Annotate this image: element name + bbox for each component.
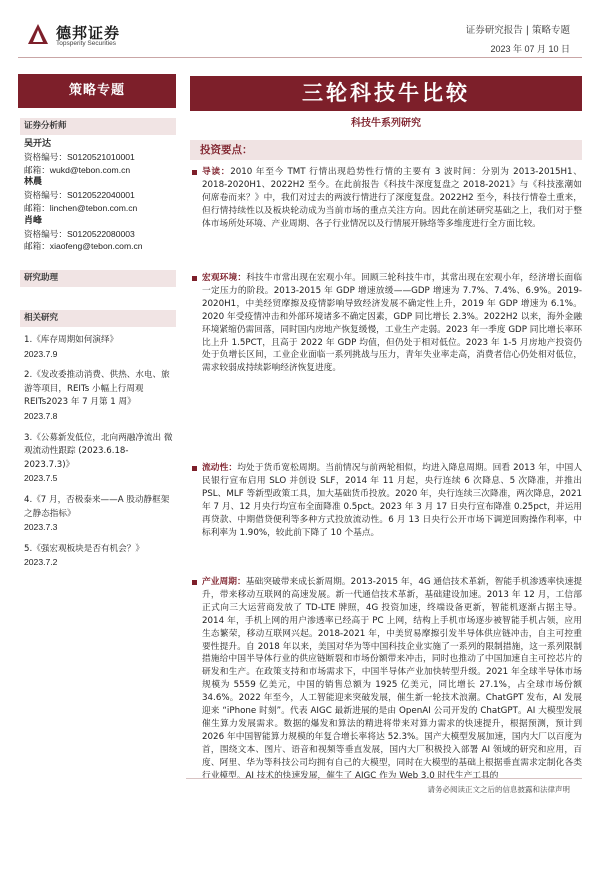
- related-title: 2.《发改委推动消费、供热、水电、旅游等项目，REITs 小幅上行周观 REITs2023 年 7 月第 1 周》: [24, 370, 170, 408]
- bullet-square-icon: [192, 170, 197, 175]
- related-title: 3.《公募新发低位，北向两融净流出 微观流动性跟踪 (2023.6.18-2023.7.3)》: [24, 432, 173, 470]
- analyst-entry: [24, 138, 174, 176]
- footer-divider: [186, 778, 582, 779]
- highlight-body: 均处于货币宽松周期。当前情况与前两轮相似，均进入降息周期。回看 2013 年，中国人民银行宣布启用 SLO 并创设 SLF，2014 年 11 月起，央行连续 6 次降息、5 次降准，并推出 PSL、MLF 等新型政策工具，加大基础货币投放。2020 年，央行连续三次降准，两次降息，2021 年 7 月、12 月央行均宣布全面降准 0.5pct。2023 年 3 月 17 日央行宣布降准 0.25pct，并运用再贷款、中期借贷便利等多种方式投放流动性。6 月 13 日央行公开市场下调逆回购操作利率，中标利率为 1.90%，较此前下降了 10 个基点。: [202, 463, 582, 538]
- analyst-list: [24, 138, 174, 253]
- page-title: 三轮科技牛比较: [190, 76, 582, 111]
- analysts-heading: 证券分析师: [20, 118, 176, 135]
- list-item[interactable]: [24, 432, 174, 486]
- report-date: 2023 年 07 月 10 日: [490, 44, 570, 54]
- highlight-text: [202, 272, 582, 375]
- highlight-lead: 导读：: [202, 167, 231, 177]
- related-date: 2023.7.5: [24, 473, 58, 484]
- analyst-entry: [24, 176, 174, 214]
- logo-english-name: Topsperity Securities: [56, 40, 116, 47]
- logo-chinese-name: 德邦证券: [56, 24, 121, 42]
- analyst-email[interactable]: 邮箱：wukd@tebon.com.cn: [24, 164, 131, 175]
- highlight-liquidity: [190, 462, 584, 570]
- highlight-body: 基础突破带来成长新周期。2013-2015 年，4G 通信技术革新，智能手机渗透率快速提升，带来移动互联网的高速发展。新一代通信技术革新，基础建设加速。2013 年 12 月，工信部正式向三大运营商发放了 TD-LTE 牌照，4G 投资加速，终端设备更新，智能机逐渐占据主导。2014 年，手机上网的用户渗透率已经高于 PC 上网，结构上手机市场逐步被智能手机占领，应用生态繁荣，移动互联网兴起。2018-2021 年，中美贸易摩擦引发半导体供应链冲击，自主可控重要性提升。自 2018 年以来，美国对华为等中国科技企业实施了一系列的限制措施，这一系列限制措施给中国半导体行业的供应链断裂和市场份额带来冲击，同时也推动了中国加速自主可控芯片的研发和生产。在政策支持和市场需求下，中国半导体产业加快转型升级。2021 年全球半导体市场规模为 5559 亿美元，中国的销售总额为 1925 亿美元，同比增长 27.1%，占全球市场份额 34.6%。2022 年至今，人工智能迎来突破发展，催生新一轮技术浪潮。ChatGPT 发布，AI 发展迎来 “iPhone 时刻”。代表 AIGC 最新进展的是由 OpenAI 公司开发的 ChatGPT。AI 大模型发展催生算力发展需求。数据的爆发和算法的精进将带来对算力需求的快速提升，根据预测，预计到 2026 年中国智能算力规模的年复合增长率将达 52.3%。国产大模型发展加速，国内大厂以百度为首，围绕文本、图片、语音和视频等垂直发展，国内大厂积极投入部署 AI 领域的研究和应用，百度、阿里、华为等科技公司均拥有自己的大模型，同时在大模型的基础上根据垂直需求定制化各类行业模型。AI 技术的快速发展，催生了 AIGC 作为 Web 3.0 时代生产工具的: [202, 577, 582, 781]
- bullet-square-icon: [192, 276, 197, 281]
- analyst-email[interactable]: 邮箱：linchen@tebon.com.cn: [24, 202, 138, 213]
- highlight-intro: [190, 166, 584, 266]
- list-item[interactable]: [24, 494, 174, 535]
- highlight-text: [202, 576, 582, 783]
- list-item[interactable]: [24, 369, 174, 423]
- related-date: 2023.7.9: [24, 348, 58, 359]
- highlight-lead: 流动性：: [202, 463, 238, 473]
- logo-mark-icon: [26, 22, 50, 46]
- report-category: 证券研究报告 | 策略专题: [465, 25, 570, 36]
- sidebar: [18, 66, 176, 800]
- list-item[interactable]: [24, 334, 174, 361]
- assistant-heading: 研究助理: [20, 270, 176, 287]
- highlight-lead: 产业周期：: [202, 577, 246, 587]
- highlight-text: [202, 166, 582, 231]
- analyst-entry: [24, 215, 174, 253]
- highlight-industry-cycle: [190, 576, 584, 892]
- brand-logo: [26, 22, 156, 50]
- sidebar-title: 策略专题: [18, 74, 176, 108]
- related-title: 4.《7 月，否极泰来——A 股动静框架之静态指标》: [24, 494, 170, 519]
- header-divider: [18, 57, 582, 58]
- analyst-cert: 资格编号：S0120522080003: [24, 228, 135, 239]
- analyst-email[interactable]: 邮箱：xiaofeng@tebon.com.cn: [24, 241, 143, 252]
- related-research-list: [24, 334, 174, 578]
- highlight-lead: 宏观环境：: [202, 273, 247, 283]
- bullet-square-icon: [192, 580, 197, 585]
- analyst-name: 林晨: [24, 177, 43, 188]
- analyst-name: 吴开达: [24, 139, 52, 149]
- analyst-name: 肖峰: [24, 215, 43, 226]
- highlight-body: 2010 年至今 TMT 行情出现趋势性行情的主要有 3 波时间：分别为 2013-2015H1、2018-2020H1、2022H2 至今。在此前报告《科技牛深度复盘之 2018-2021》与《科技涨潮如何席卷而来？》中，我们对过去的两波行情进行了深度复盘。2022H2 至今，科技行情卷土重来，但行情持续性以及板块轮动成为当前市场的重点关注方向。因此在前述研究基础之上，我们对于整体市场所处环境、产业周期、各子行业情况以及行情展开脉络等多维度进行全方面比较。: [202, 167, 582, 229]
- related-date: 2023.7.2: [24, 557, 58, 568]
- related-date: 2023.7.8: [24, 410, 58, 421]
- related-date: 2023.7.3: [24, 522, 58, 533]
- analyst-cert: 资格编号：S0120521010001: [24, 151, 135, 162]
- related-title: 5.《强宏观板块是否有机会？》: [24, 543, 144, 554]
- list-item[interactable]: [24, 543, 174, 570]
- related-heading: 相关研究: [20, 310, 176, 327]
- highlight-body: 科技牛市常出现在宏观小年。回顾三轮科技牛市，其常出现在宏观小年，经济增长面临一定压力的阶段。2013-2015 年 GDP 增速放缓——GDP 增速为 7.7%、7.4%、6.9%。2019-2020H1，中美经贸摩擦及疫情影响导致经济发展不确定性上升，2019 年 GDP 增速为 6.1%。2020 年受疫情冲击和外部环境诸多不确定因素，GDP 同比增长 2.3%。2022H2 以来，海外金融环境紧缩仍需回落，同时国内房地产恢复缓慢，工业生产走弱。2023 年一季度 GDP 同比增长率环比上升 1.5PCT，且高于 2022 年 GDP 均值，但仍处于相对低位。2023 年 1-5 月房地产投资仍处于负增长区间，工业企业面临一系列挑战与压力，青年失业率走高，消费者信心仍处相对低位，需求较弱成持续影响经济恢复进度。: [202, 273, 582, 374]
- investment-highlights-heading: 投资要点：: [190, 140, 582, 160]
- highlight-macro: [190, 272, 584, 456]
- related-title: 1.《库存周期如何演绎》: [24, 335, 119, 345]
- bullet-square-icon: [192, 466, 197, 471]
- analyst-cert: 资格编号：S0120522040001: [24, 190, 135, 201]
- page-subtitle: 科技牛系列研究: [351, 118, 421, 129]
- disclaimer-footer: 请务必阅读正文之后的信息披露和法律声明: [427, 785, 570, 794]
- highlight-text: [202, 462, 582, 539]
